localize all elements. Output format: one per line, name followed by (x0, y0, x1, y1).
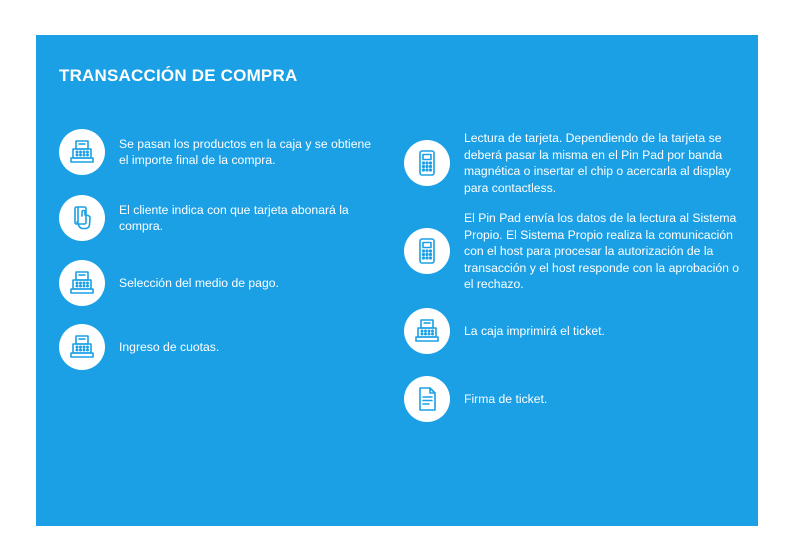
pin-pad-icon (404, 140, 450, 186)
step-text: Firma de ticket. (464, 391, 548, 406)
cash-register-icon (59, 324, 105, 370)
step-text: La caja imprimirá el ticket. (464, 323, 605, 338)
step-payment-method (59, 260, 379, 306)
step-print-ticket (404, 308, 744, 354)
transaction-panel (36, 35, 758, 526)
step-text: El cliente indica con que tarjeta abonará la compra. (119, 202, 349, 233)
pin-pad-icon (404, 228, 450, 274)
step-text: Se pasan los productos en la caja y se obtiene el importe final de la compra. (119, 136, 372, 167)
step-text: Lectura de tarjeta. Dependiendo de la tarjeta se deberá pasar la misma en el Pin Pad por banda magnética o insertar el chip o acercarla al display para contactless. (464, 131, 731, 195)
hand-card-icon (59, 195, 105, 241)
step-pass-products (59, 129, 379, 175)
page-title: TRANSACCIÓN DE COMPRA (59, 66, 298, 85)
step-text: Ingreso de cuotas. (119, 339, 220, 354)
step-card-reading (404, 130, 744, 196)
step-text: El Pin Pad envía los datos de la lectura al Sistema Propio. El Sistema Propio realiza la comunicación con el host para procesar la autorización de la transacción y el host responde con la aprobación o el rechazo. (464, 211, 740, 291)
step-sign-ticket (404, 376, 744, 422)
step-pin-pad-send (404, 210, 744, 293)
document-icon (404, 376, 450, 422)
step-choose-card (59, 195, 379, 241)
step-text: Selección del medio de pago. (119, 275, 279, 290)
cash-register-icon (59, 260, 105, 306)
cash-register-icon (59, 129, 105, 175)
cash-register-icon (404, 308, 450, 354)
step-installments (59, 324, 379, 370)
